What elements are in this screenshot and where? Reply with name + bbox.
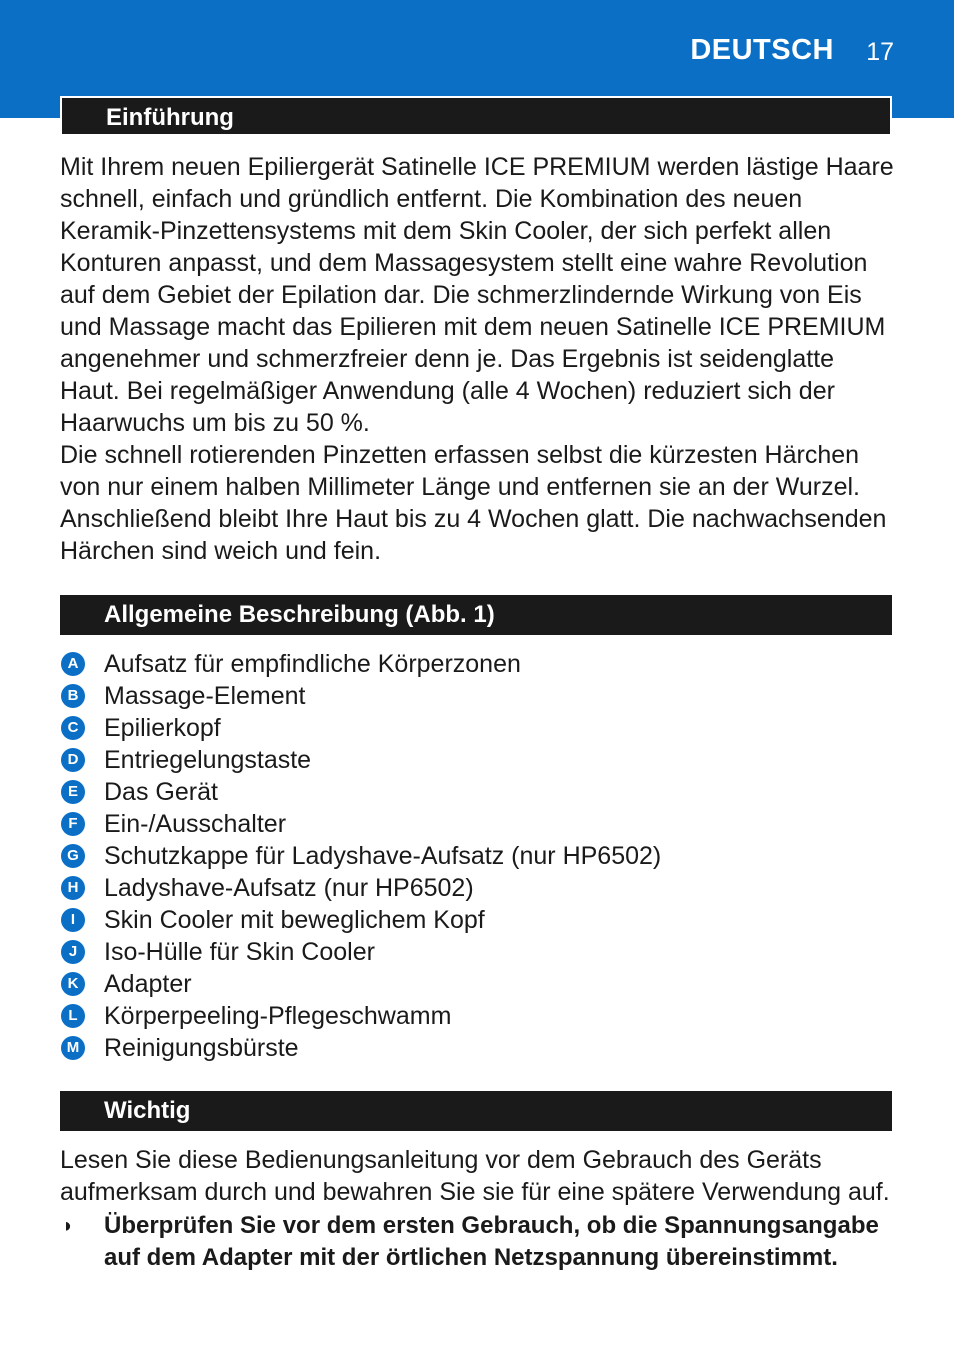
letter-badge-icon: D (61, 748, 85, 772)
letter-badge-icon: B (61, 684, 85, 708)
intro-paragraph-2: Die schnell rotierenden Pinzetten erfassen selbst die kürzesten Härchen von nur einem halben Millimeter Länge und entfernen sie an der Wurzel. Anschließend bleibt Ihre Haut bis zu 4 Wochen glatt. Die nachwachsenden Härchen sind weich und fein. (60, 441, 887, 565)
parts-list (60, 648, 661, 1064)
list-item: J Iso-Hülle für Skin Cooler (60, 936, 661, 968)
letter-badge-icon: M (61, 1036, 85, 1060)
letter-badge-icon: F (61, 812, 85, 836)
list-item: K Adapter (60, 968, 661, 1000)
letter-badge-icon: J (61, 940, 85, 964)
list-item: F Ein-/Ausschalter (60, 808, 661, 840)
section-heading-important (60, 1091, 892, 1131)
bullet-text: Überprüfen Sie vor dem ersten Gebrauch, ob die Spannungsangabe auf dem Adapter mit der örtlichen Netzspannung übereinstimmt. (104, 1212, 879, 1271)
bullet-icon: ◗ (62, 1215, 75, 1237)
important-bullet (60, 1210, 900, 1274)
letter-badge-icon: K (61, 972, 85, 996)
section-heading-text: Allgemeine Beschreibung (Abb. 1) (104, 601, 495, 628)
list-item: C Epilierkopf (60, 712, 661, 744)
list-item: H Ladyshave-Aufsatz (nur HP6502) (60, 872, 661, 904)
list-item: D Entriegelungstaste (60, 744, 661, 776)
letter-badge-icon: C (61, 716, 85, 740)
list-item: L Körperpeeling-Pflegeschwamm (60, 1000, 661, 1032)
important-paragraph: Lesen Sie diese Bedienungsanleitung vor dem Gebrauch des Geräts aufmerksam durch und bewahren Sie sie für eine spätere Verwendung auf. (60, 1146, 890, 1206)
language-title: DEUTSCH (690, 34, 834, 66)
section-heading-description (60, 595, 892, 635)
letter-badge-icon: I (61, 908, 85, 932)
list-item: I Skin Cooler mit beweglichem Kopf (60, 904, 661, 936)
list-item: A Aufsatz für empfindliche Körperzonen (60, 648, 661, 680)
letter-badge-icon: E (61, 780, 85, 804)
letter-badge-icon: H (61, 876, 85, 900)
list-item: G Schutzkappe für Ladyshave-Aufsatz (nur HP6502) (60, 840, 661, 872)
list-item: M Reinigungsbürste (60, 1032, 661, 1064)
letter-badge-icon: A (61, 652, 85, 676)
intro-paragraph-1: Mit Ihrem neuen Epiliergerät Satinelle ICE PREMIUM werden lästige Haare schnell, einfach und gründlich entfernt. Die Kombination des neuen Keramik-Pinzettensystems mit dem Skin Cooler, der sich perfekt allen Konturen anpasst, und dem Massagesystem stellt eine wahre Revolution auf dem Gebiet der Epilation dar. Die schmerzlindernde Wirkung von Eis und Massage macht das Epilieren mit dem neuen Satinelle ICE PREMIUM angenehmer und schmerzfreier denn je. Das Ergebnis ist seidenglatte Haut. Bei regelmäßiger Anwendung (alle 4 Wochen) reduziert sich der Haarwuchs um bis zu 50 %. (60, 153, 894, 437)
letter-badge-icon: L (61, 1004, 85, 1028)
section-heading-text: Wichtig (104, 1097, 191, 1124)
page-number: 17 (866, 38, 894, 66)
list-item: B Massage-Element (60, 680, 661, 712)
section-heading-intro (60, 96, 892, 136)
letter-badge-icon: G (61, 844, 85, 868)
section-heading-text: Einführung (106, 104, 234, 131)
list-item: E Das Gerät (60, 776, 661, 808)
